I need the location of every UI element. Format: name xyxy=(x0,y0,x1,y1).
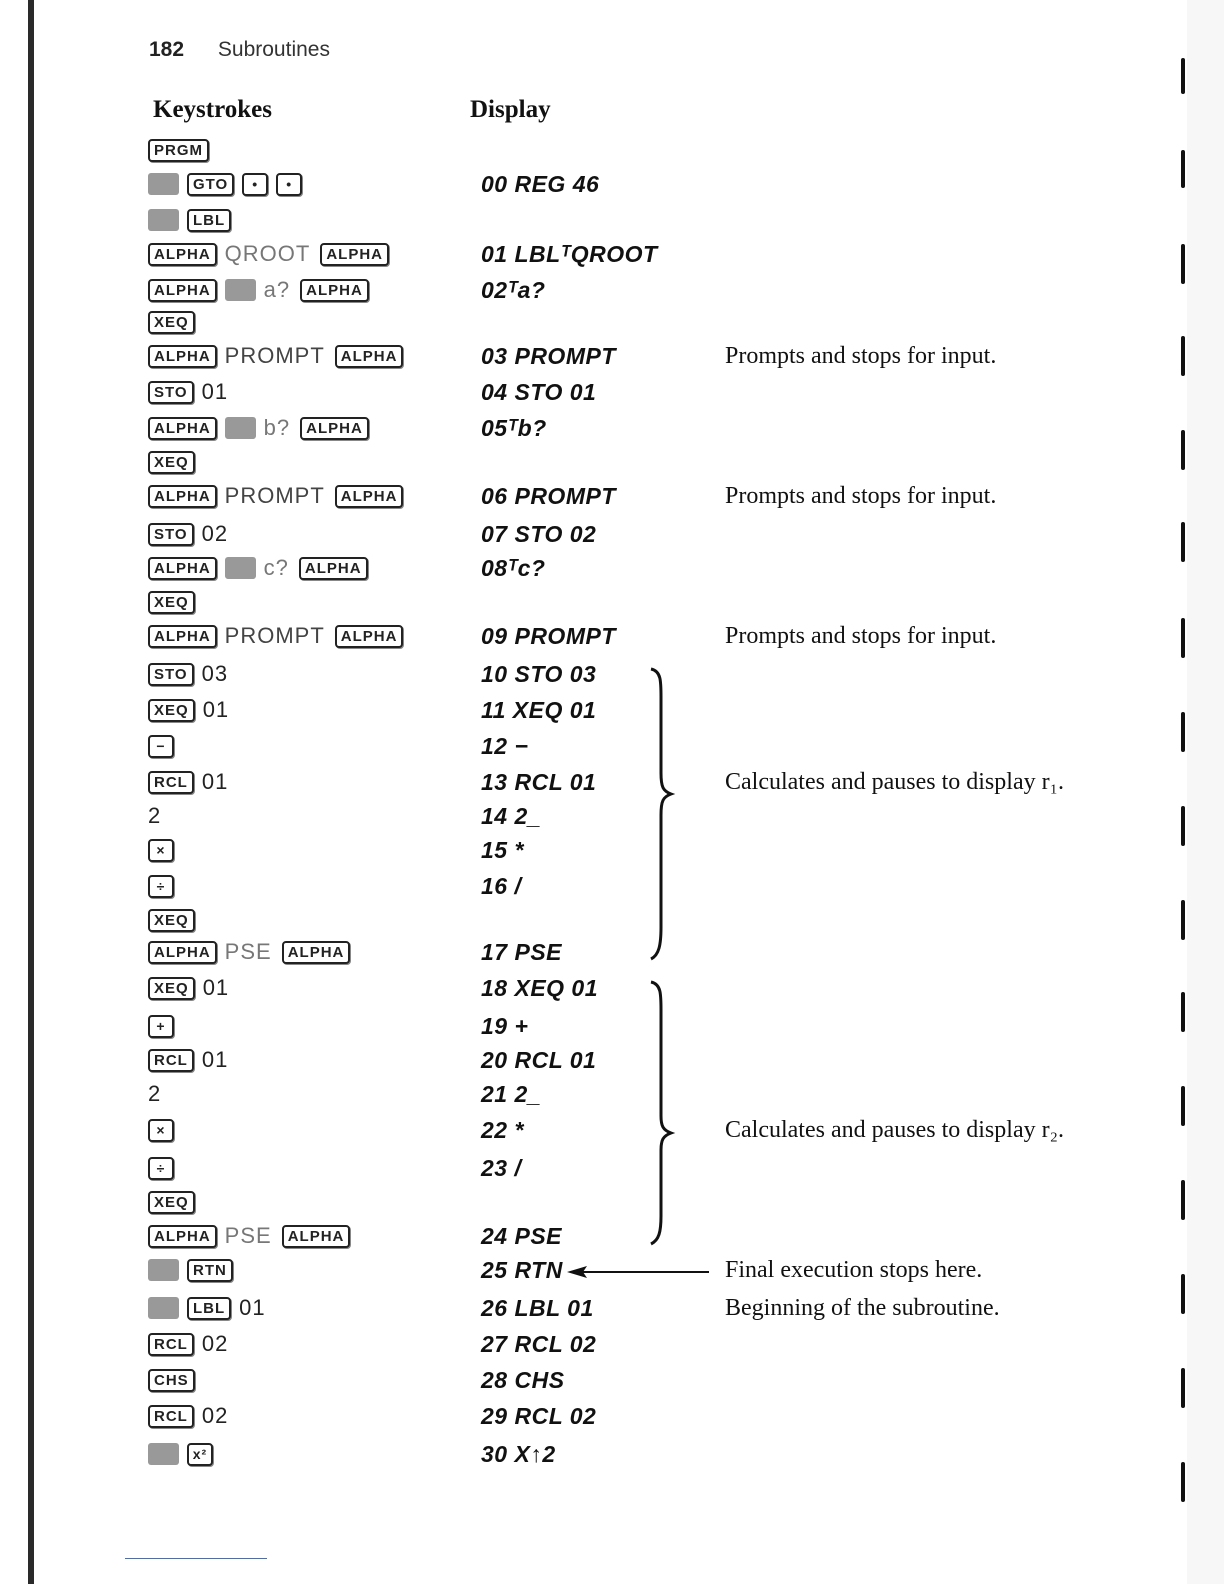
alpha-text: b? xyxy=(263,415,291,440)
shift-key-icon xyxy=(225,417,256,439)
keystroke-sequence xyxy=(148,1112,182,1148)
shift-key-icon xyxy=(225,279,256,301)
keystroke-sequence xyxy=(148,338,411,374)
display-line: 19 + xyxy=(481,1013,529,1039)
calculator-key: ALPHA xyxy=(148,243,217,266)
shift-key-icon xyxy=(148,1297,179,1319)
program-step-row xyxy=(0,1150,1224,1186)
program-step-row xyxy=(0,618,1224,654)
keystroke-sequence xyxy=(148,728,182,764)
display-line: 17 PSE xyxy=(481,939,562,965)
display-line: 04 STO 01 xyxy=(481,379,597,405)
page-number: 182 xyxy=(149,38,185,61)
calculator-key: RCL xyxy=(148,1333,194,1356)
calculator-key: ALPHA xyxy=(148,557,217,580)
calculator-key: ALPHA xyxy=(148,485,217,508)
shift-key-icon xyxy=(225,557,256,579)
program-step-row xyxy=(0,656,1224,692)
margin-mark xyxy=(1181,1368,1185,1408)
keystroke-sequence xyxy=(148,868,182,904)
calculator-key: x² xyxy=(187,1443,213,1466)
program-step-row xyxy=(0,1112,1224,1148)
program-step-row xyxy=(0,410,1224,446)
keystroke-sequence xyxy=(148,798,161,834)
brace-r1-group xyxy=(645,667,685,961)
margin-mark xyxy=(1181,618,1185,658)
program-step-row xyxy=(0,584,1224,620)
program-step-row xyxy=(0,832,1224,868)
program-step-row xyxy=(0,1042,1224,1078)
calculator-key: XEQ xyxy=(148,1191,195,1214)
margin-mark xyxy=(1181,712,1185,752)
program-step-row xyxy=(0,902,1224,938)
keystroke-sequence xyxy=(148,304,203,340)
alpha-text: QROOT xyxy=(224,241,311,266)
program-step-row xyxy=(0,236,1224,272)
calculator-key: XEQ xyxy=(148,591,195,614)
display-line: 05ᵀb? xyxy=(481,415,547,441)
alpha-text: PSE xyxy=(224,1223,272,1248)
step-comment: Calculates and pauses to display r₁. xyxy=(725,769,1064,795)
program-step-row xyxy=(0,166,1224,202)
numeric-argument: 01 xyxy=(201,379,229,404)
program-step-row xyxy=(0,868,1224,904)
numeric-argument: 2 xyxy=(148,803,162,828)
display-line: 00 REG 46 xyxy=(481,171,600,197)
calculator-key: ALPHA xyxy=(148,941,217,964)
keystroke-sequence xyxy=(148,1290,266,1326)
margin-mark xyxy=(1181,58,1185,94)
display-line: 18 XEQ 01 xyxy=(481,975,599,1001)
calculator-key: ALPHA xyxy=(335,625,404,648)
keystroke-sequence xyxy=(148,374,228,410)
numeric-argument: 02 xyxy=(201,521,229,546)
display-line: 10 STO 03 xyxy=(481,661,597,687)
numeric-argument: 01 xyxy=(202,697,230,722)
numeric-argument: 03 xyxy=(201,661,229,686)
calculator-key: GTO xyxy=(187,173,234,196)
program-step-row xyxy=(0,728,1224,764)
program-step-row xyxy=(0,1008,1224,1044)
display-line: 25 RTN xyxy=(481,1257,563,1283)
display-line: 24 PSE xyxy=(481,1223,562,1249)
display-line: 11 XEQ 01 xyxy=(481,697,597,723)
keystroke-sequence xyxy=(148,132,217,168)
step-comment: Prompts and stops for input. xyxy=(725,343,997,369)
calculator-key: × xyxy=(148,839,174,862)
display-line: 29 RCL 02 xyxy=(481,1403,597,1429)
display-line: 14 2_ xyxy=(481,803,542,829)
program-step-row xyxy=(0,1184,1224,1220)
display-line: 16 / xyxy=(481,873,522,899)
keystroke-sequence xyxy=(148,764,228,800)
program-step-row xyxy=(0,970,1224,1006)
numeric-argument: 02 xyxy=(201,1331,229,1356)
program-step-row xyxy=(0,1326,1224,1362)
alpha-text: PROMPT xyxy=(224,623,325,648)
shift-key-icon xyxy=(148,209,179,231)
calculator-key: ALPHA xyxy=(335,345,404,368)
program-step-row xyxy=(0,692,1224,728)
program-step-row xyxy=(0,374,1224,410)
keystroke-sequence xyxy=(148,1184,203,1220)
alpha-text: PROMPT xyxy=(224,483,325,508)
program-step-row xyxy=(0,1398,1224,1434)
step-comment: Final execution stops here. xyxy=(725,1257,983,1283)
display-line: 15 * xyxy=(481,837,524,863)
display-line: 28 CHS xyxy=(481,1367,565,1393)
program-step-row xyxy=(0,1218,1224,1254)
calculator-key: ÷ xyxy=(148,1157,174,1180)
keystroke-sequence xyxy=(148,1042,228,1078)
page-header xyxy=(149,38,330,62)
keystroke-sequence xyxy=(148,656,228,692)
margin-mark xyxy=(1181,150,1185,188)
numeric-argument: 01 xyxy=(239,1295,266,1320)
keystroke-sequence xyxy=(148,902,203,938)
margin-mark xyxy=(1181,336,1185,376)
margin-mark xyxy=(1181,806,1185,846)
calculator-key: ALPHA xyxy=(148,1225,217,1248)
keystroke-sequence xyxy=(148,934,358,970)
keystroke-sequence xyxy=(148,1252,241,1288)
program-step-row xyxy=(0,338,1224,374)
display-line: 09 PROMPT xyxy=(481,623,616,649)
display-line: 01 LBLᵀQROOT xyxy=(481,241,658,267)
keystroke-sequence xyxy=(148,444,203,480)
keystroke-sequence xyxy=(148,272,377,308)
display-line: 21 2_ xyxy=(481,1081,542,1107)
keystroke-sequence xyxy=(148,1150,182,1186)
calculator-key: ALPHA xyxy=(300,279,369,302)
display-line: 13 RCL 01 xyxy=(481,769,597,795)
program-step-row xyxy=(0,516,1224,552)
calculator-key: STO xyxy=(148,663,194,686)
calculator-key: ÷ xyxy=(148,875,174,898)
calculator-key: + xyxy=(148,1015,174,1038)
program-step-row xyxy=(0,1362,1224,1398)
alpha-text: PROMPT xyxy=(224,343,325,368)
numeric-argument: 01 xyxy=(201,1047,229,1072)
numeric-argument: 02 xyxy=(201,1403,229,1428)
calculator-key: PRGM xyxy=(148,139,209,162)
keystroke-sequence xyxy=(148,410,377,446)
program-step-row xyxy=(0,132,1224,168)
alpha-text: c? xyxy=(263,555,289,580)
calculator-key: ALPHA xyxy=(282,1225,351,1248)
shift-key-icon xyxy=(148,1443,179,1465)
program-step-row xyxy=(0,304,1224,340)
calculator-key: LBL xyxy=(187,209,231,232)
display-line: 30 X↑2 xyxy=(481,1441,556,1467)
program-step-row xyxy=(0,934,1224,970)
calculator-key: RTN xyxy=(187,1259,233,1282)
footer-rule xyxy=(125,1558,267,1559)
display-line: 26 LBL 01 xyxy=(481,1295,594,1321)
calculator-key: ALPHA xyxy=(320,243,389,266)
display-line: 27 RCL 02 xyxy=(481,1331,597,1357)
calculator-key: CHS xyxy=(148,1369,195,1392)
margin-mark xyxy=(1181,1462,1185,1502)
step-comment: Beginning of the subroutine. xyxy=(725,1295,1000,1321)
calculator-key: ALPHA xyxy=(300,417,369,440)
keystroke-sequence xyxy=(148,166,310,202)
calculator-key: × xyxy=(148,1119,174,1142)
program-step-row xyxy=(0,272,1224,308)
calculator-key: • xyxy=(242,173,268,196)
keystroke-sequence xyxy=(148,618,411,654)
shift-key-icon xyxy=(148,1259,179,1281)
shift-key-icon xyxy=(148,173,179,195)
rtn-pointer-arrow xyxy=(567,1264,709,1280)
margin-mark xyxy=(1181,522,1185,562)
program-step-row xyxy=(0,444,1224,480)
numeric-argument: 01 xyxy=(201,769,229,794)
program-step-row xyxy=(0,1290,1224,1326)
keystroke-sequence xyxy=(148,1436,221,1472)
calculator-key: RCL xyxy=(148,771,194,794)
keystroke-sequence xyxy=(148,1076,161,1112)
calculator-key: ALPHA xyxy=(299,557,368,580)
keystroke-sequence xyxy=(148,1398,228,1434)
keystroke-sequence xyxy=(148,202,239,238)
alpha-text: a? xyxy=(263,277,291,302)
calculator-key: LBL xyxy=(187,1297,231,1320)
step-comment: Calculates and pauses to display r₂. xyxy=(725,1117,1064,1143)
margin-mark xyxy=(1181,900,1185,940)
display-line: 08ᵀc? xyxy=(481,555,546,581)
display-line: 20 RCL 01 xyxy=(481,1047,597,1073)
calculator-key: RCL xyxy=(148,1049,194,1072)
calculator-key: STO xyxy=(148,381,194,404)
calculator-key: − xyxy=(148,735,174,758)
program-step-row xyxy=(0,1436,1224,1472)
margin-mark xyxy=(1181,992,1185,1032)
keystroke-sequence xyxy=(148,1362,203,1398)
calculator-key: XEQ xyxy=(148,699,195,722)
calculator-key: XEQ xyxy=(148,909,195,932)
calculator-key: • xyxy=(276,173,302,196)
calculator-key: ALPHA xyxy=(148,279,217,302)
margin-mark xyxy=(1181,1180,1185,1220)
calculator-key: XEQ xyxy=(148,977,195,1000)
keystroke-sequence xyxy=(148,970,229,1006)
program-step-row xyxy=(0,202,1224,238)
keystroke-sequence xyxy=(148,1008,182,1044)
calculator-key: RCL xyxy=(148,1405,194,1428)
keystroke-sequence xyxy=(148,478,411,514)
program-step-row xyxy=(0,478,1224,514)
keystroke-sequence xyxy=(148,550,376,586)
alpha-text: PSE xyxy=(224,939,272,964)
display-line: 03 PROMPT xyxy=(481,343,616,369)
calculator-key: XEQ xyxy=(148,451,195,474)
keystroke-sequence xyxy=(148,1326,228,1362)
display-line: 07 STO 02 xyxy=(481,521,597,547)
keystroke-sequence xyxy=(148,236,397,272)
step-comment: Prompts and stops for input. xyxy=(725,623,997,649)
calculator-key: ALPHA xyxy=(148,625,217,648)
display-line: 23 / xyxy=(481,1155,522,1181)
keystroke-sequence xyxy=(148,584,203,620)
margin-mark xyxy=(1181,430,1185,470)
keystroke-sequence xyxy=(148,1218,358,1254)
section-title: Subroutines xyxy=(217,38,330,61)
keystroke-sequence xyxy=(148,832,182,868)
brace-r2-group xyxy=(645,980,685,1246)
calculator-key: STO xyxy=(148,523,194,546)
display-line: 02ᵀa? xyxy=(481,277,546,303)
calculator-key: ALPHA xyxy=(282,941,351,964)
program-step-row xyxy=(0,764,1224,800)
margin-mark xyxy=(1181,244,1185,284)
margin-mark xyxy=(1181,1086,1185,1126)
display-line: 22 * xyxy=(481,1117,524,1143)
calculator-key: ALPHA xyxy=(335,485,404,508)
keystroke-sequence xyxy=(148,516,228,552)
keystroke-sequence xyxy=(148,692,229,728)
step-comment: Prompts and stops for input. xyxy=(725,483,997,509)
display-column-heading: Display xyxy=(470,96,551,123)
calculator-key: XEQ xyxy=(148,311,195,334)
display-line: 12 − xyxy=(481,733,529,759)
program-step-row xyxy=(0,550,1224,586)
keystrokes-column-heading: Keystrokes xyxy=(153,96,272,123)
numeric-argument: 01 xyxy=(202,975,230,1000)
calculator-key: ALPHA xyxy=(148,417,217,440)
numeric-argument: 2 xyxy=(148,1081,162,1106)
program-step-row xyxy=(0,798,1224,834)
program-step-row xyxy=(0,1076,1224,1112)
display-line: 06 PROMPT xyxy=(481,483,616,509)
margin-mark xyxy=(1181,1274,1185,1314)
calculator-key: ALPHA xyxy=(148,345,217,368)
